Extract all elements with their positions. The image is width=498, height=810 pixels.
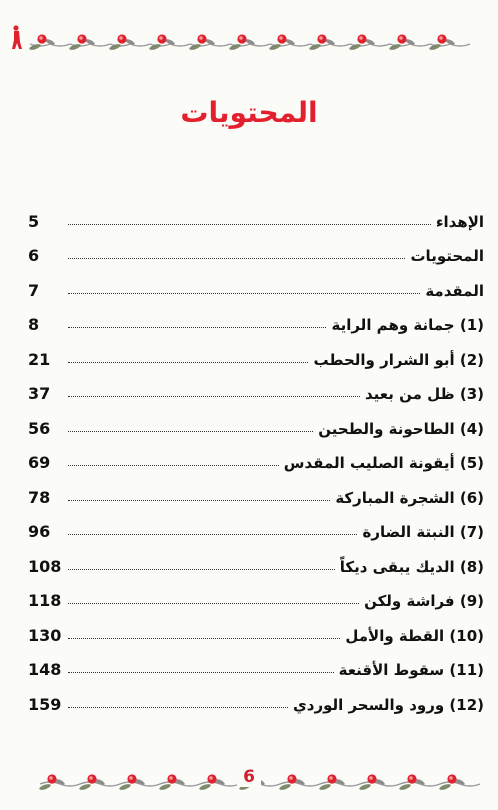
dot-leader bbox=[68, 671, 334, 673]
toc-entry-title: (12) ورود والسحر الوردي bbox=[293, 695, 484, 714]
toc-entry[interactable] bbox=[28, 472, 484, 507]
rose-highlight bbox=[249, 776, 253, 780]
rose-highlight bbox=[159, 36, 163, 40]
dot-leader bbox=[68, 464, 279, 466]
dot-leader bbox=[68, 430, 313, 432]
dot-leader bbox=[68, 395, 360, 397]
toc-entry[interactable] bbox=[28, 231, 484, 266]
rose-vine-icon bbox=[0, 758, 498, 798]
rose-highlight bbox=[79, 36, 83, 40]
toc-entry[interactable] bbox=[28, 403, 484, 438]
toc-entry-page: 37 bbox=[28, 384, 51, 403]
toc-entry[interactable] bbox=[28, 334, 484, 369]
toc-entry-title: (6) الشجرة المباركة bbox=[335, 488, 484, 507]
toc-entry-title: (3) ظل من بعيد bbox=[364, 385, 484, 403]
toc-entry-page: 78 bbox=[28, 487, 51, 507]
rose-highlight bbox=[169, 776, 173, 780]
rose-highlight bbox=[89, 776, 93, 780]
toc-entry-page: 159 bbox=[28, 694, 62, 714]
dot-leader bbox=[68, 292, 420, 294]
toc-entry-page: 6 bbox=[28, 246, 40, 265]
dot-leader bbox=[68, 499, 330, 501]
toc-entry-title: (7) النبتة الضارة bbox=[362, 523, 484, 541]
toc-entry-page: 96 bbox=[28, 522, 51, 541]
toc-entry-title: المحتويات bbox=[410, 247, 484, 265]
toc-entry-page: 130 bbox=[28, 625, 62, 645]
toc-entry-title: (8) الديك يبقى ديكاً bbox=[339, 557, 484, 576]
rose-highlight bbox=[49, 776, 53, 780]
dot-leader bbox=[68, 533, 357, 535]
toc-entry[interactable] bbox=[28, 645, 484, 680]
dot-leader bbox=[68, 361, 308, 363]
rose-highlight bbox=[119, 36, 123, 40]
dot-leader bbox=[68, 223, 431, 225]
figure-head-icon bbox=[13, 25, 18, 30]
rose-highlight bbox=[199, 36, 203, 40]
walking-figure-icon bbox=[12, 31, 22, 49]
toc-entry-page: 148 bbox=[28, 660, 62, 679]
dot-leader bbox=[68, 637, 340, 639]
toc-entry-title: (9) فراشة ولكن bbox=[364, 592, 484, 610]
rose-highlight bbox=[319, 36, 323, 40]
table-of-contents bbox=[28, 196, 484, 714]
toc-entry[interactable] bbox=[28, 679, 484, 714]
rose-highlight bbox=[279, 36, 283, 40]
toc-entry-page: 7 bbox=[28, 280, 40, 300]
toc-entry-title: (10) القطة والأمل bbox=[345, 626, 484, 645]
toc-entry-title: (11) سقوط الأقنعة bbox=[338, 661, 484, 679]
rose-highlight bbox=[359, 36, 363, 40]
toc-entry[interactable] bbox=[28, 610, 484, 645]
toc-entry[interactable] bbox=[28, 369, 484, 404]
toc-entry-title: (1) جمانة وهم الراية bbox=[331, 316, 484, 334]
toc-entry[interactable] bbox=[28, 507, 484, 542]
rose-highlight bbox=[329, 776, 333, 780]
toc-entry[interactable] bbox=[28, 541, 484, 576]
rose-highlight bbox=[369, 776, 373, 780]
toc-entry-title: (2) أبو الشرار والحطب bbox=[313, 350, 484, 369]
top-rose-vine-border bbox=[0, 18, 498, 58]
rose-highlight bbox=[289, 776, 293, 780]
dot-leader bbox=[68, 568, 335, 570]
toc-entry-page: 56 bbox=[28, 418, 51, 438]
toc-entry-page: 108 bbox=[28, 556, 62, 576]
rose-highlight bbox=[409, 776, 413, 780]
dot-leader bbox=[68, 602, 359, 604]
toc-entry[interactable] bbox=[28, 300, 484, 335]
toc-entry-page: 5 bbox=[28, 211, 40, 231]
toc-entry[interactable] bbox=[28, 438, 484, 473]
rose-highlight bbox=[399, 36, 403, 40]
rose-highlight bbox=[439, 36, 443, 40]
toc-entry-page: 21 bbox=[28, 349, 51, 369]
dot-leader bbox=[68, 326, 326, 328]
toc-entry[interactable] bbox=[28, 196, 484, 231]
rose-vine-icon bbox=[0, 18, 498, 58]
dot-leader bbox=[68, 257, 405, 259]
toc-entry-title: المقدمة bbox=[425, 281, 484, 300]
page-title: المحتويات bbox=[180, 96, 318, 129]
rose-highlight bbox=[449, 776, 453, 780]
toc-entry-page: 118 bbox=[28, 591, 62, 610]
rose-highlight bbox=[209, 776, 213, 780]
toc-entry-title: الإهداء bbox=[435, 212, 484, 231]
dot-leader bbox=[68, 706, 288, 708]
toc-entry-title: (4) الطاحونة والطحين bbox=[318, 419, 484, 438]
page-number-value: 6 bbox=[237, 767, 261, 787]
rose-highlight bbox=[239, 36, 243, 40]
bottom-rose-vine-border bbox=[0, 758, 498, 798]
toc-entry-title: (5) أيقونة الصليب المقدس bbox=[283, 454, 484, 472]
vine-stem bbox=[30, 44, 470, 46]
toc-entry[interactable] bbox=[28, 576, 484, 611]
toc-entry[interactable] bbox=[28, 265, 484, 300]
rose-highlight bbox=[39, 36, 43, 40]
toc-entry-page: 8 bbox=[28, 315, 40, 334]
rose-highlight bbox=[129, 776, 133, 780]
toc-entry-page: 69 bbox=[28, 453, 51, 472]
